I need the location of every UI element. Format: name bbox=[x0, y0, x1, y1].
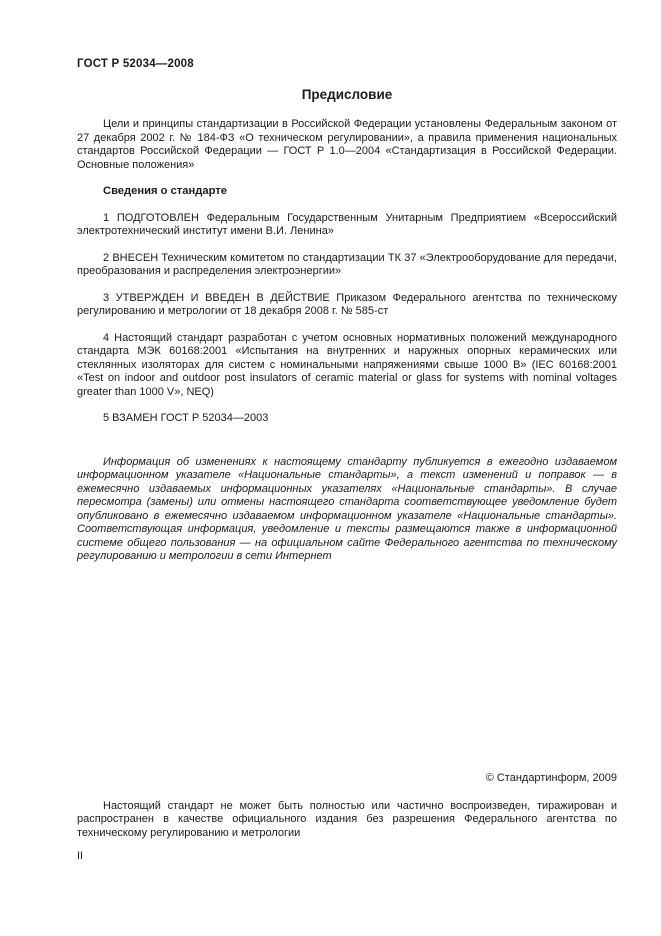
standard-info-item-2: 2 ВНЕСЕН Техническим комитетом по стандартизации ТК 37 «Электрооборудование для передачи, преобразования и распределения электроэнергии» bbox=[77, 251, 617, 277]
reproduction-restriction-paragraph: Настоящий стандарт не может быть полностью или частично воспроизведен, тиражирован и распространен в качестве официального издания без разрешения Федерального агентства по техническому регулированию и метрологии bbox=[77, 799, 617, 839]
intro-paragraph: Цели и принципы стандартизации в Российской Федерации установлены Федеральным законом от 27 декабря 2002 г. № 184-ФЗ «О техническом регулировании», а правила применения национальных стандартов Российской Федерации — ГОСТ Р 1.0—2004 «Стандартизация в Российской Федерации. Основные положения» bbox=[77, 118, 617, 171]
standard-info-item-4: 4 Настоящий стандарт разработан с учетом основных нормативных положений международного стандарта МЭК 60168:2001 «Испытания на внутренних и наружных опорных керамических или стеклянных изоляторах для систем с номинальными напряжениями свыше 1000 В» (IEC 60168:2001 «Test on indoor and outdoor post insulators of ceramic material or glass for systems with nominal voltages greater than 1000 V», NEQ) bbox=[77, 331, 617, 398]
page-footer bbox=[77, 772, 617, 864]
standard-info-item-1: 1 ПОДГОТОВЛЕН Федеральным Государственным Унитарным Предприятием «Всероссийский электротехнический институт имени В.И. Ленина» bbox=[77, 211, 617, 237]
copyright-line: © Стандартинформ, 2009 bbox=[485, 772, 617, 784]
page-title: Предисловие bbox=[301, 86, 393, 102]
changes-info-note: Информация об изменениях к настоящему стандарту публикуется в ежегодно издаваемом информационном указателе «Национальные стандарты», а текст изменений и поправок — в ежемесячно издаваемых информационных указателях «Национальные стандарты». В случае пересмотра (замены) или отмены настоящего стандарта соответствующее уведомление будет опубликовано в ежемесячно издаваемом информационном указателе «Национальные стандарты». Соответствующая информация, уведомление и тексты размещаются также в информационной системе общего пользования — на официальном сайте Федерального агентства по техническому регулированию и метрологии в сети Интернет bbox=[77, 455, 617, 562]
standard-info-item-3: 3 УТВЕРЖДЕН И ВВЕДЕН В ДЕЙСТВИЕ Приказом Федерального агентства по техническому регулированию и метрологии от 18 декабря 2008 г. № 585-ст bbox=[77, 291, 617, 317]
section-heading-standard-info: Сведения о стандарте bbox=[103, 185, 227, 197]
standard-info-item-5: 5 ВЗАМЕН ГОСТ Р 52034—2003 bbox=[103, 412, 269, 424]
doc-number-header: ГОСТ Р 52034—2008 bbox=[77, 58, 194, 70]
page-number: II bbox=[77, 850, 84, 862]
